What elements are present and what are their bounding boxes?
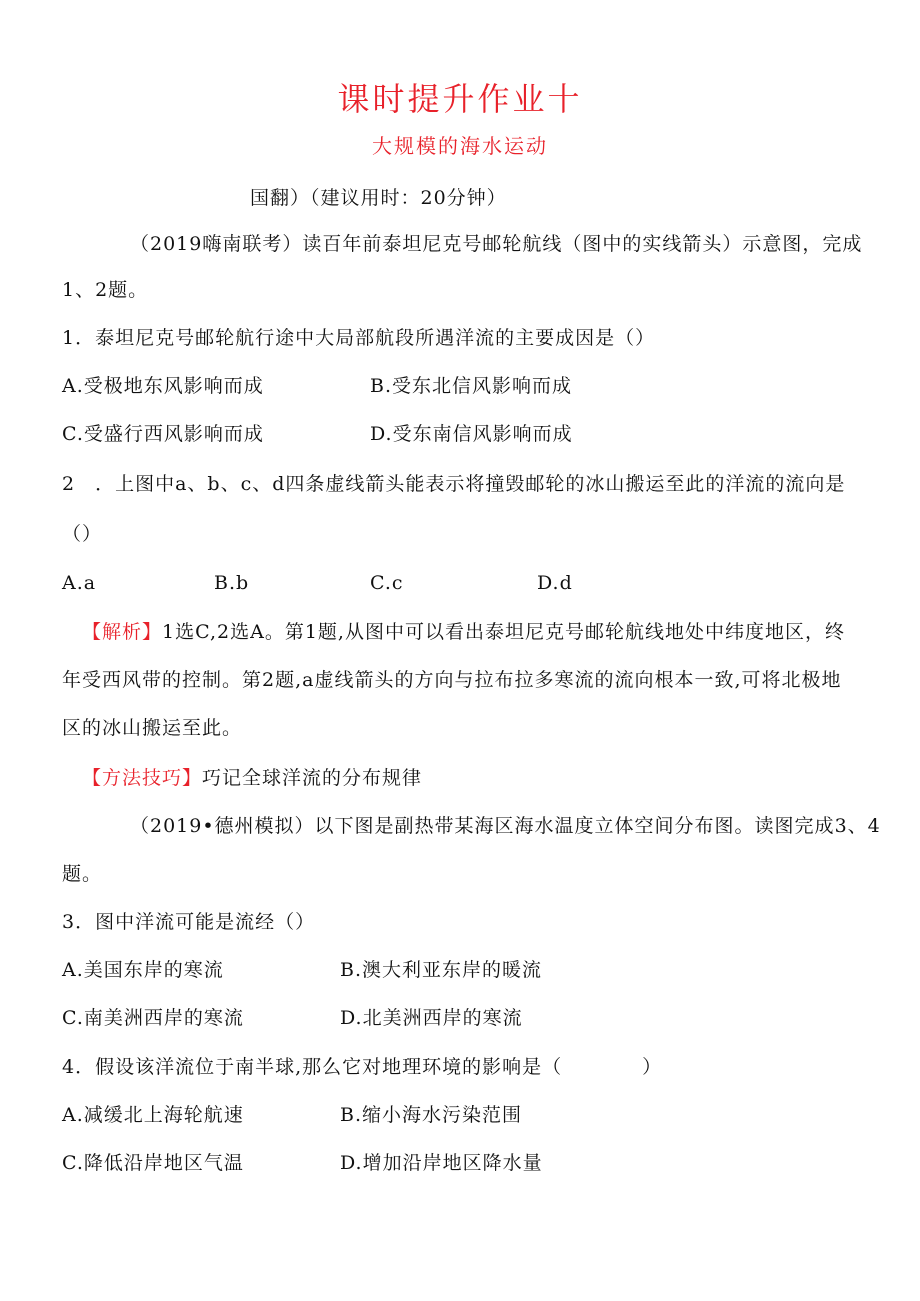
analysis-line-1: [82, 618, 845, 646]
meta-line: 国翻）（建议用时：20分钟）: [250, 187, 507, 209]
page-subtitle: 大规模的海水运动: [372, 134, 548, 158]
question-2-option-a: A.a: [62, 572, 97, 594]
question-4-option-b: B.缩小海水污染范围: [340, 1104, 523, 1126]
question-4-stem: 4．假设该洋流位于南半球,那么它对地理环境的影响是（ ）: [62, 1056, 663, 1078]
method-line: [82, 764, 422, 792]
analysis-text-1: 1选C,2选A。第1题,从图中可以看出泰坦尼克号邮轮航线地处中纬度地区，终: [162, 621, 845, 643]
question-3-option-a: A.美国东岸的寒流: [62, 959, 224, 981]
page-title: 课时提升作业十: [337, 80, 583, 118]
question-1-stem: 1．泰坦尼克号邮轮航行途中大局部航段所遇洋流的主要成因是（）: [62, 327, 656, 349]
question-2-stem-line-2: （）: [62, 523, 103, 545]
question-3-option-d: D.北美洲西岸的寒流: [340, 1007, 523, 1029]
analysis-line-3: 区的冰山搬运至此。: [62, 717, 243, 739]
question-1-option-b: B.受东北信风影响而成: [370, 375, 573, 397]
intro-2-line-2: 题。: [62, 863, 103, 885]
question-3-stem: 3．图中洋流可能是流经（）: [62, 911, 316, 933]
intro-2-line-1: （2019•德州模拟）以下图是副热带某海区海水温度立体空间分布图。读图完成3、4: [130, 815, 881, 837]
question-2-stem-line-1: 2 ．上图中a、b、c、d四条虚线箭头能表示将撞毁邮轮的冰山搬运至此的洋流的流向是: [62, 473, 846, 495]
question-1-option-a: A.受极地东风影响而成: [62, 375, 264, 397]
analysis-line-2: 年受西风带的控制。第2题,a虚线箭头的方向与拉布拉多寒流的流向根本一致,可将北极地: [62, 669, 842, 691]
question-3-option-b: B.澳大利亚东岸的暖流: [340, 959, 543, 981]
intro-1-line-1: （2019嗨南联考）读百年前泰坦尼克号邮轮航线（图中的实线箭头）示意图，完成: [130, 233, 863, 255]
question-2-option-d: D.d: [537, 572, 573, 594]
question-1-option-c: C.受盛行西风影响而成: [62, 423, 264, 445]
intro-1-line-2: 1、2题。: [62, 279, 149, 301]
question-3-option-c: C.南美洲西岸的寒流: [62, 1007, 244, 1029]
question-2-option-c: C.c: [370, 572, 404, 594]
analysis-tag: 【解析】: [82, 621, 163, 643]
method-tag: 【方法技巧】: [82, 767, 203, 789]
question-4-option-a: A.减缓北上海轮航速: [62, 1104, 244, 1126]
method-text: 巧记全球洋流的分布规律: [202, 767, 423, 789]
question-1-option-d: D.受东南信风影响而成: [370, 423, 573, 445]
question-4-option-d: D.增加沿岸地区降水量: [340, 1152, 543, 1174]
question-2-option-b: B.b: [214, 572, 250, 594]
question-4-option-c: C.降低沿岸地区气温: [62, 1152, 244, 1174]
